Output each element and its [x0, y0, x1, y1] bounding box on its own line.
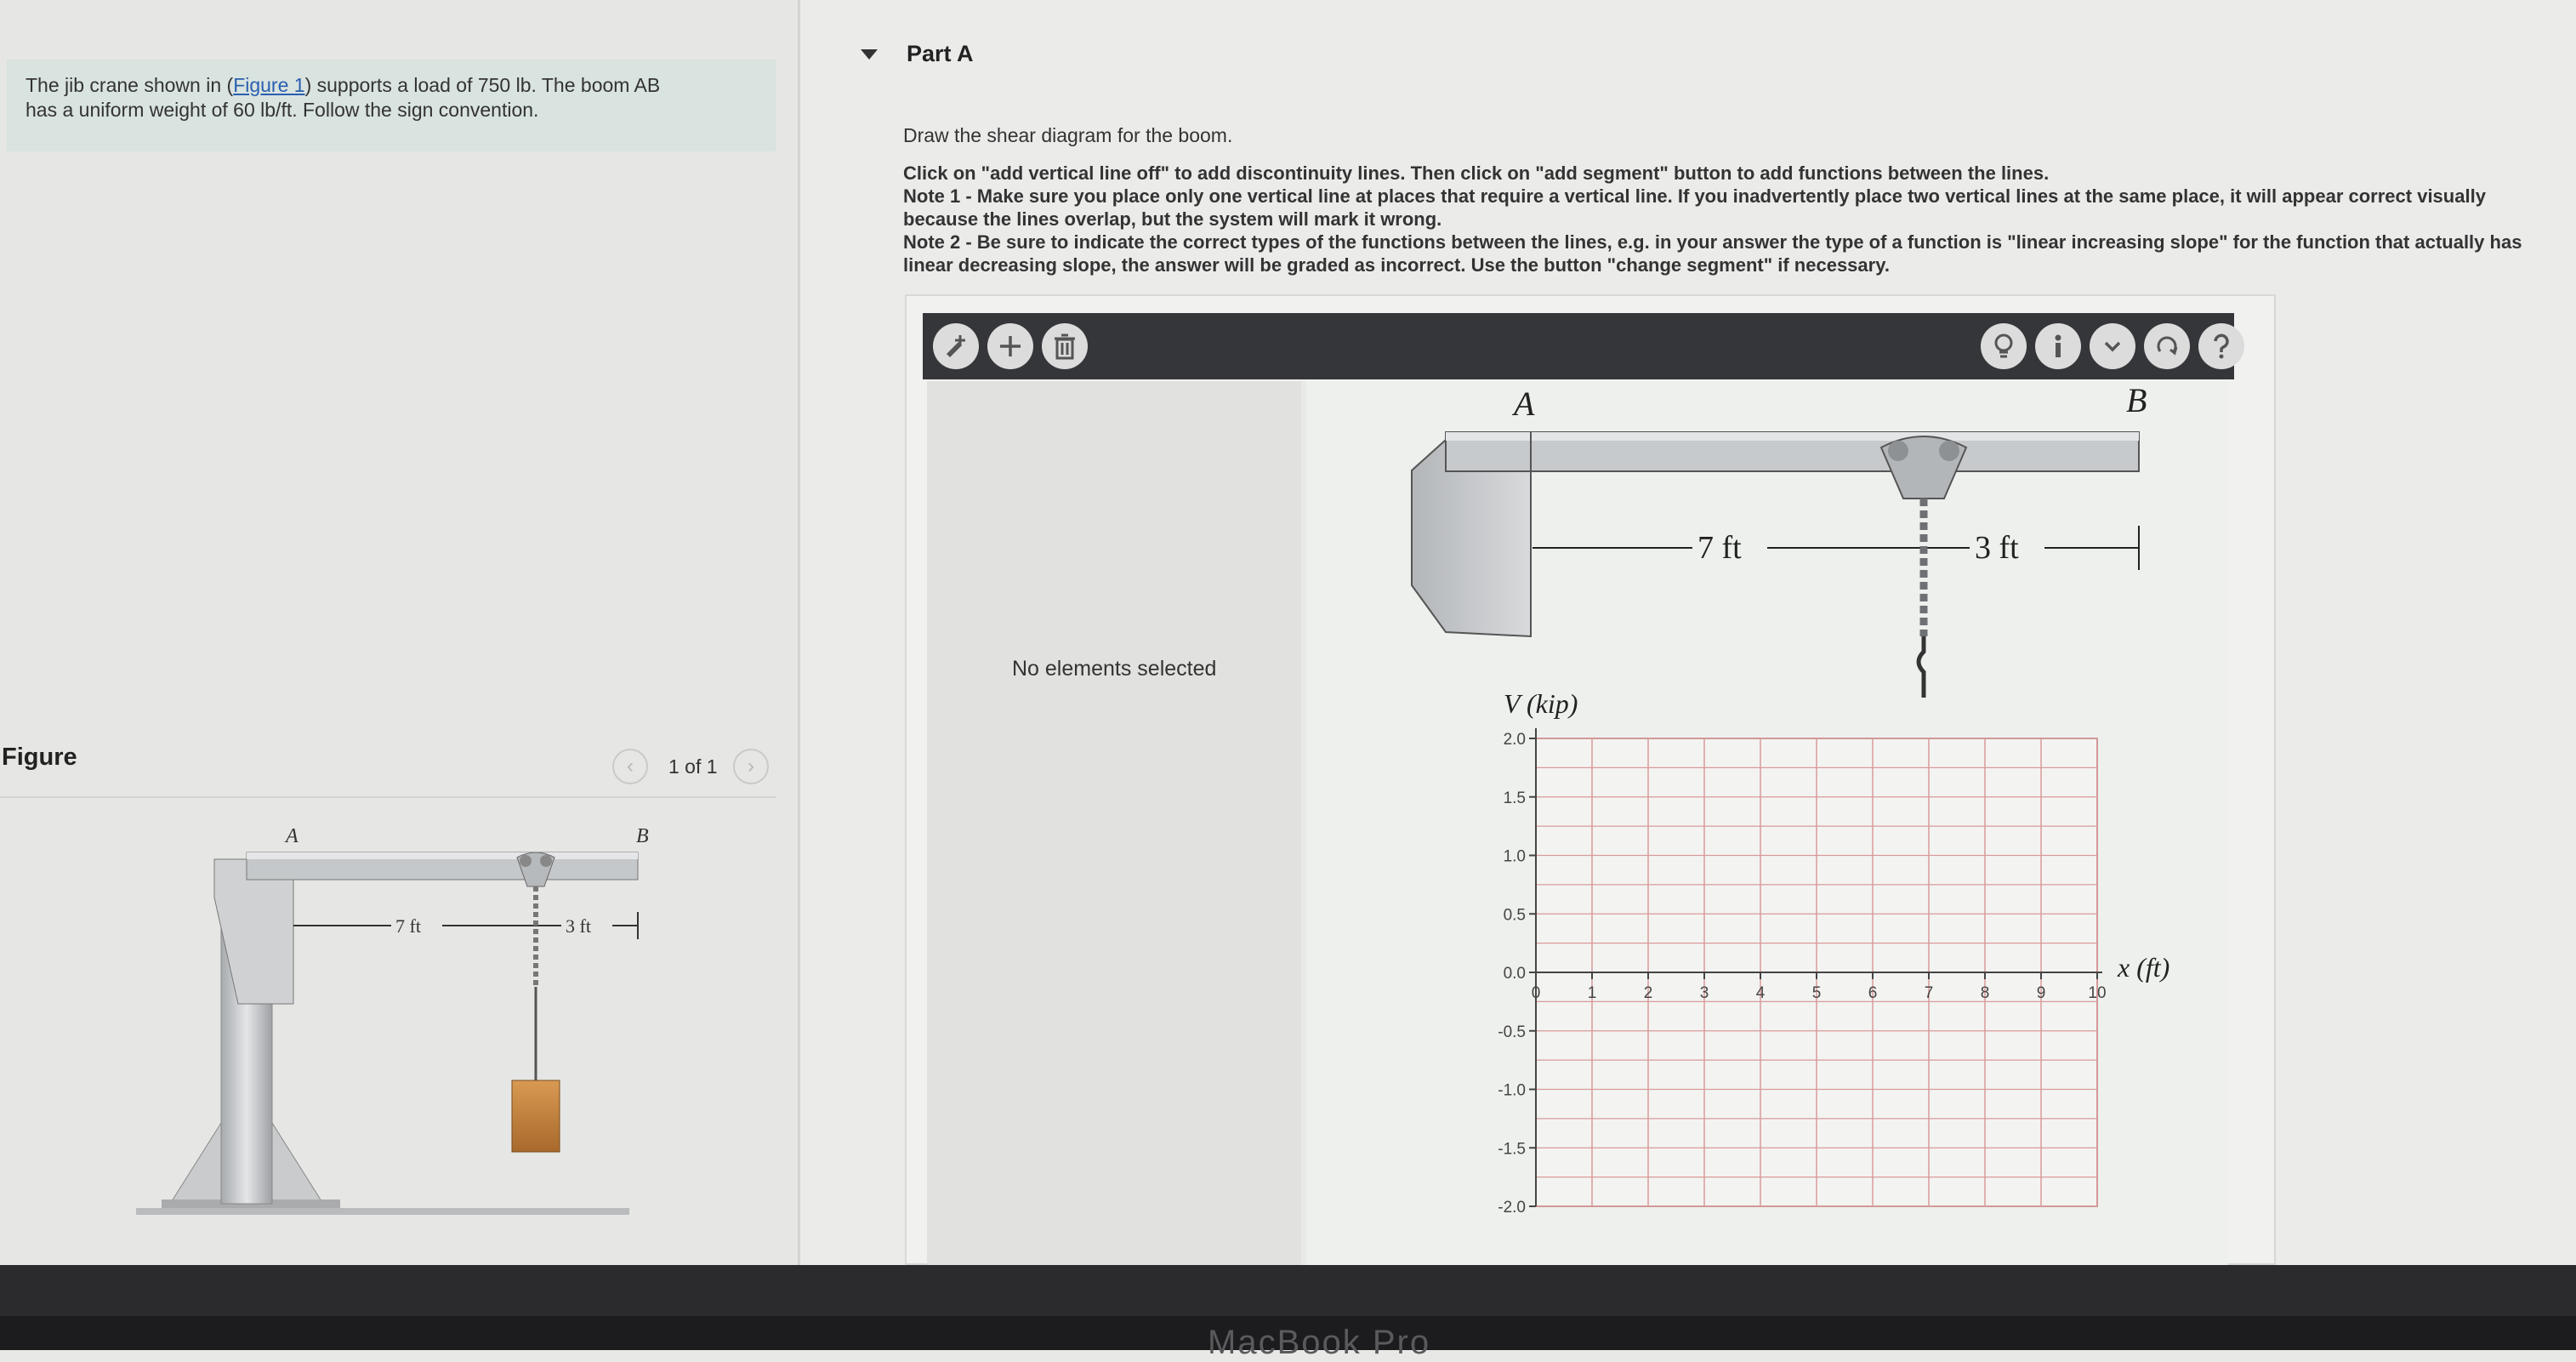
pager-text: 1 of 1 — [668, 755, 718, 778]
problem-statement: The jib crane shown in (Figure 1) supports a load of 750 lb. The boom AB has a uniform weight of 60 lb/ft. Follow the sign convention. — [26, 74, 661, 121]
x-tick-label: 0 — [1531, 984, 1541, 1002]
help-icon[interactable] — [2198, 323, 2244, 369]
figure-divider — [0, 796, 776, 798]
chart-grid — [1536, 728, 2102, 1206]
add-segment-icon[interactable] — [987, 323, 1033, 369]
next-figure-button[interactable]: › — [733, 749, 769, 784]
instruction-note-2: Note 2 - Be sure to indicate the correct types of the functions between the lines, e.g. in your answer the type of a function is "linear increasing slope" for the function that actually has linear decreasing slope, the answer will be graded as incorrect. Use the button "change segment" if necessary. — [903, 231, 2522, 276]
x-tick-label: 10 — [2088, 984, 2107, 1002]
x-tick-label: 6 — [1868, 984, 1878, 1002]
part-a-heading[interactable]: Part A — [907, 41, 974, 66]
x-tick-label: 8 — [1980, 984, 1990, 1002]
hint-icon[interactable] — [1981, 323, 2027, 369]
figure-dim-7ft: 7 ft — [395, 915, 421, 937]
figure-label-b: B — [636, 825, 649, 847]
y-tick-label: 2.0 — [1503, 731, 1526, 749]
reset-icon[interactable] — [2144, 323, 2190, 369]
instruction-line: Click on "add vertical line off" to add discontinuity lines. Then click on "add segment" button to add functions between the lines. — [903, 162, 2050, 184]
x-tick-label: 2 — [1643, 984, 1653, 1002]
y-axis-label: V (kip) — [1504, 688, 1578, 719]
x-tick-label: 5 — [1811, 984, 1822, 1002]
add-vertical-line-icon[interactable] — [933, 323, 979, 369]
ground — [136, 1208, 629, 1215]
no-selection-text: No elements selected — [1012, 657, 1217, 681]
tool-dim-3ft: 3 ft — [1975, 530, 2019, 566]
y-tick-label: -2.0 — [1498, 1199, 1526, 1217]
laptop-brand-text: MacBook Pro — [1208, 1324, 1431, 1361]
x-tick-label: 1 — [1587, 984, 1597, 1002]
y-tick-label: 1.0 — [1503, 847, 1526, 866]
y-tick-label: 0.0 — [1503, 965, 1526, 983]
figure-pager — [612, 749, 782, 786]
x-tick-label: 4 — [1755, 984, 1766, 1002]
instruction-note-1: Note 1 - Make sure you place only one vertical line at places that require a vertical line. If you inadvertently place two vertical lines at the same place, it will appear correct visually because the lines overlap, but the system will mark it wrong. — [903, 185, 2486, 230]
tool-dim-7ft: 7 ft — [1697, 530, 1742, 566]
collapse-caret-icon[interactable] — [861, 49, 878, 60]
info-icon[interactable] — [2035, 323, 2081, 369]
x-tick-label: 9 — [2036, 984, 2046, 1002]
figure-title: Figure — [2, 744, 77, 771]
shear-chart[interactable] — [1480, 687, 2245, 1232]
x-tick-label: 7 — [1924, 984, 1934, 1002]
question-text: Draw the shear diagram for the boom. — [903, 124, 1233, 146]
base-gusset-right — [272, 1123, 323, 1204]
x-axis-label: x (ft) — [2118, 952, 2170, 983]
jib-crane-figure — [119, 817, 663, 1225]
selection-panel — [927, 381, 1301, 1265]
load-block — [512, 1080, 560, 1152]
y-tick-label: 1.5 — [1503, 789, 1526, 807]
y-tick-label: 0.5 — [1503, 906, 1526, 925]
base-gusset-left — [170, 1123, 221, 1204]
dropdown-icon[interactable] — [2090, 323, 2135, 369]
figure-label-a: A — [286, 825, 299, 847]
previous-figure-button[interactable]: ‹ — [612, 749, 648, 784]
tool-crane-diagram — [1395, 381, 2194, 704]
y-tick-label: -1.5 — [1498, 1140, 1526, 1159]
figure-link[interactable]: Figure 1 — [233, 74, 305, 96]
y-tick-label: -1.0 — [1498, 1081, 1526, 1100]
tool-label-b: B — [2126, 381, 2147, 419]
delete-icon[interactable] — [1042, 323, 1088, 369]
tool-label-a: A — [1514, 385, 1535, 423]
x-tick-label: 3 — [1699, 984, 1709, 1002]
instructions — [903, 162, 2545, 276]
figure-dim-3ft: 3 ft — [566, 915, 591, 937]
y-tick-label: -0.5 — [1498, 1023, 1526, 1041]
drawing-toolbar — [923, 313, 2234, 379]
